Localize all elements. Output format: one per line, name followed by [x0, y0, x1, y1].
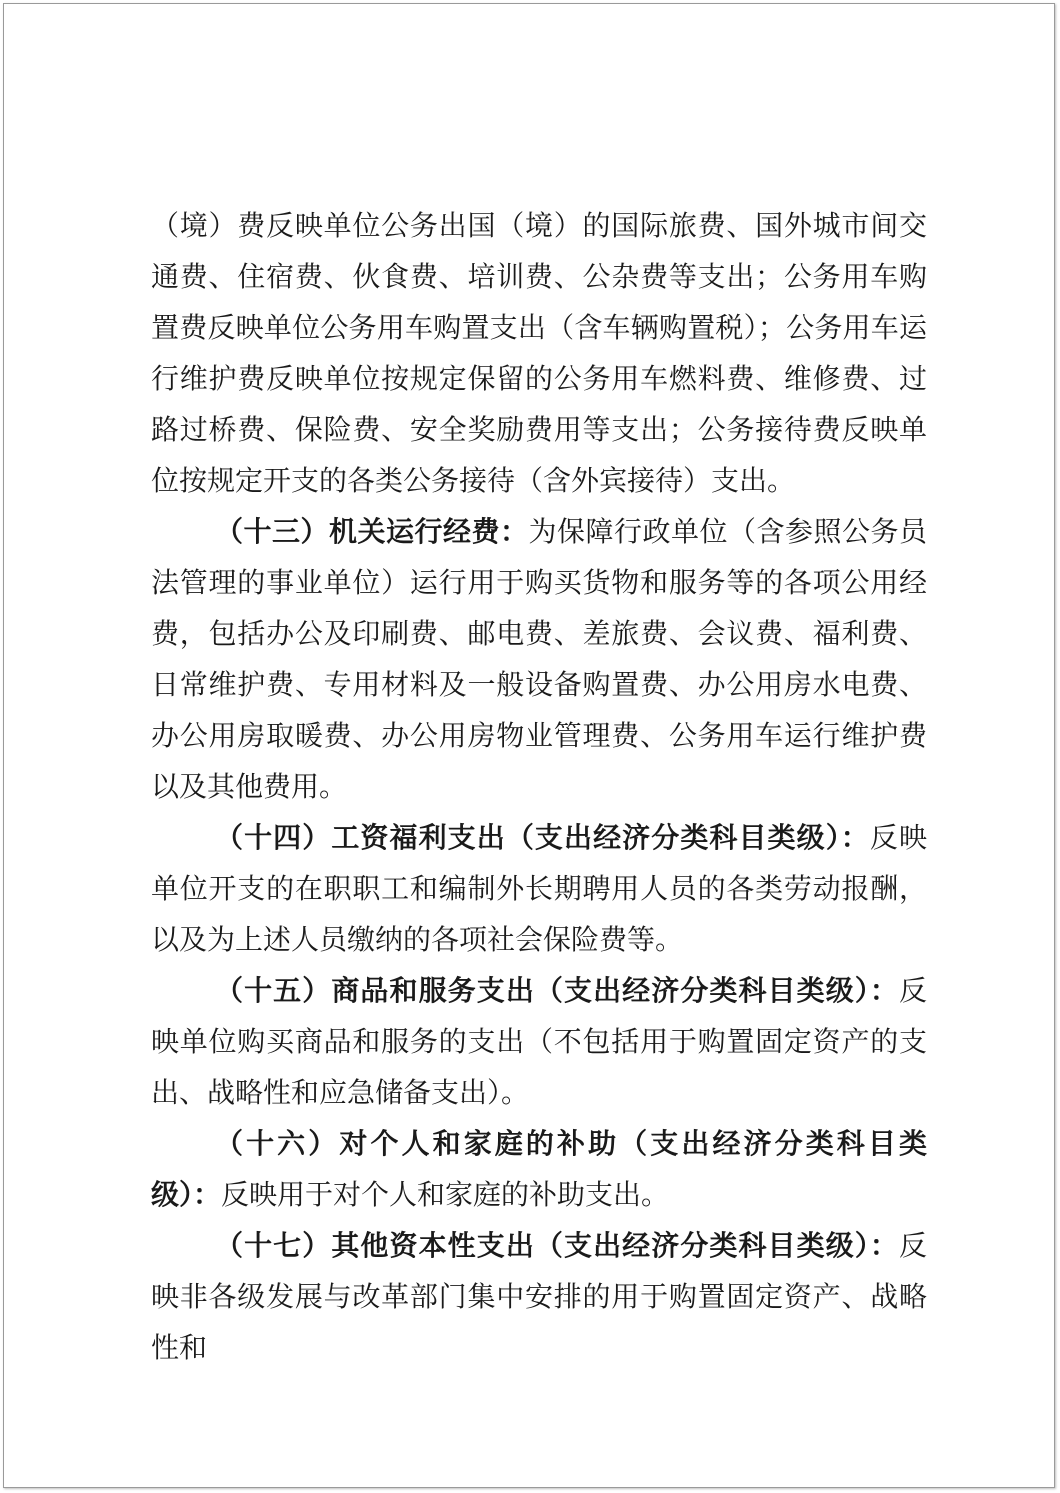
paragraph-heading: （十六）对个人和家庭的补助（支出经济分类科目类级）： — [151, 1127, 927, 1211]
paragraph-heading: （十四）工资福利支出（支出经济分类科目类级）： — [215, 821, 870, 854]
document-page — [3, 3, 1055, 1488]
paragraph-15 — [151, 965, 927, 1118]
paragraph-heading: （十三）机关运行经费： — [215, 515, 529, 548]
paragraph-text: 为保障行政单位（含参照公务员法管理的事业单位）运行用于购买货物和服务等的各项公用经费，包括办公及印刷费、邮电费、差旅费、会议费、福利费、日常维护费、专用材料及一般设备购置费、办公用房水电费、办公用房取暖费、办公用房物业管理费、公务用车运行维护费以及其他费用。 — [151, 515, 927, 803]
paragraph-continuation — [151, 200, 927, 506]
paragraph-text: 反映单位购买商品和服务的支出（不包括用于购置固定资产的支出、战略性和应急储备支出）。 — [151, 974, 927, 1109]
paragraph-text: 反映用于对个人和家庭的补助支出。 — [221, 1178, 670, 1211]
paragraph-heading: （十七）其他资本性支出（支出经济分类科目类级）： — [215, 1229, 899, 1262]
paragraph-text: 反映单位开支的在职职工和编制外长期聘用人员的各类劳动报酬，以及为上述人员缴纳的各项社会保险费等。 — [151, 821, 927, 956]
paragraph-text: （境）费反映单位公务出国（境）的国际旅费、国外城市间交通费、住宿费、伙食费、培训费、公杂费等支出；公务用车购置费反映单位公务用车购置支出（含车辆购置税）；公务用车运行维护费反映单位按规定保留的公务用车燃料费、维修费、过路过桥费、保险费、安全奖励费用等支出；公务接待费反映单位按规定开支的各类公务接待（含外宾接待）支出。 — [151, 209, 927, 497]
paragraph-14 — [151, 812, 927, 965]
paragraph-13 — [151, 506, 927, 812]
paragraph-16 — [151, 1118, 927, 1220]
paragraph-text: 反映非各级发展与改革部门集中安排的用于购置固定资产、战略性和 — [151, 1229, 927, 1364]
paragraph-heading: （十五）商品和服务支出（支出经济分类科目类级）： — [215, 974, 899, 1007]
paragraph-17 — [151, 1220, 927, 1373]
document-body — [151, 200, 927, 1373]
